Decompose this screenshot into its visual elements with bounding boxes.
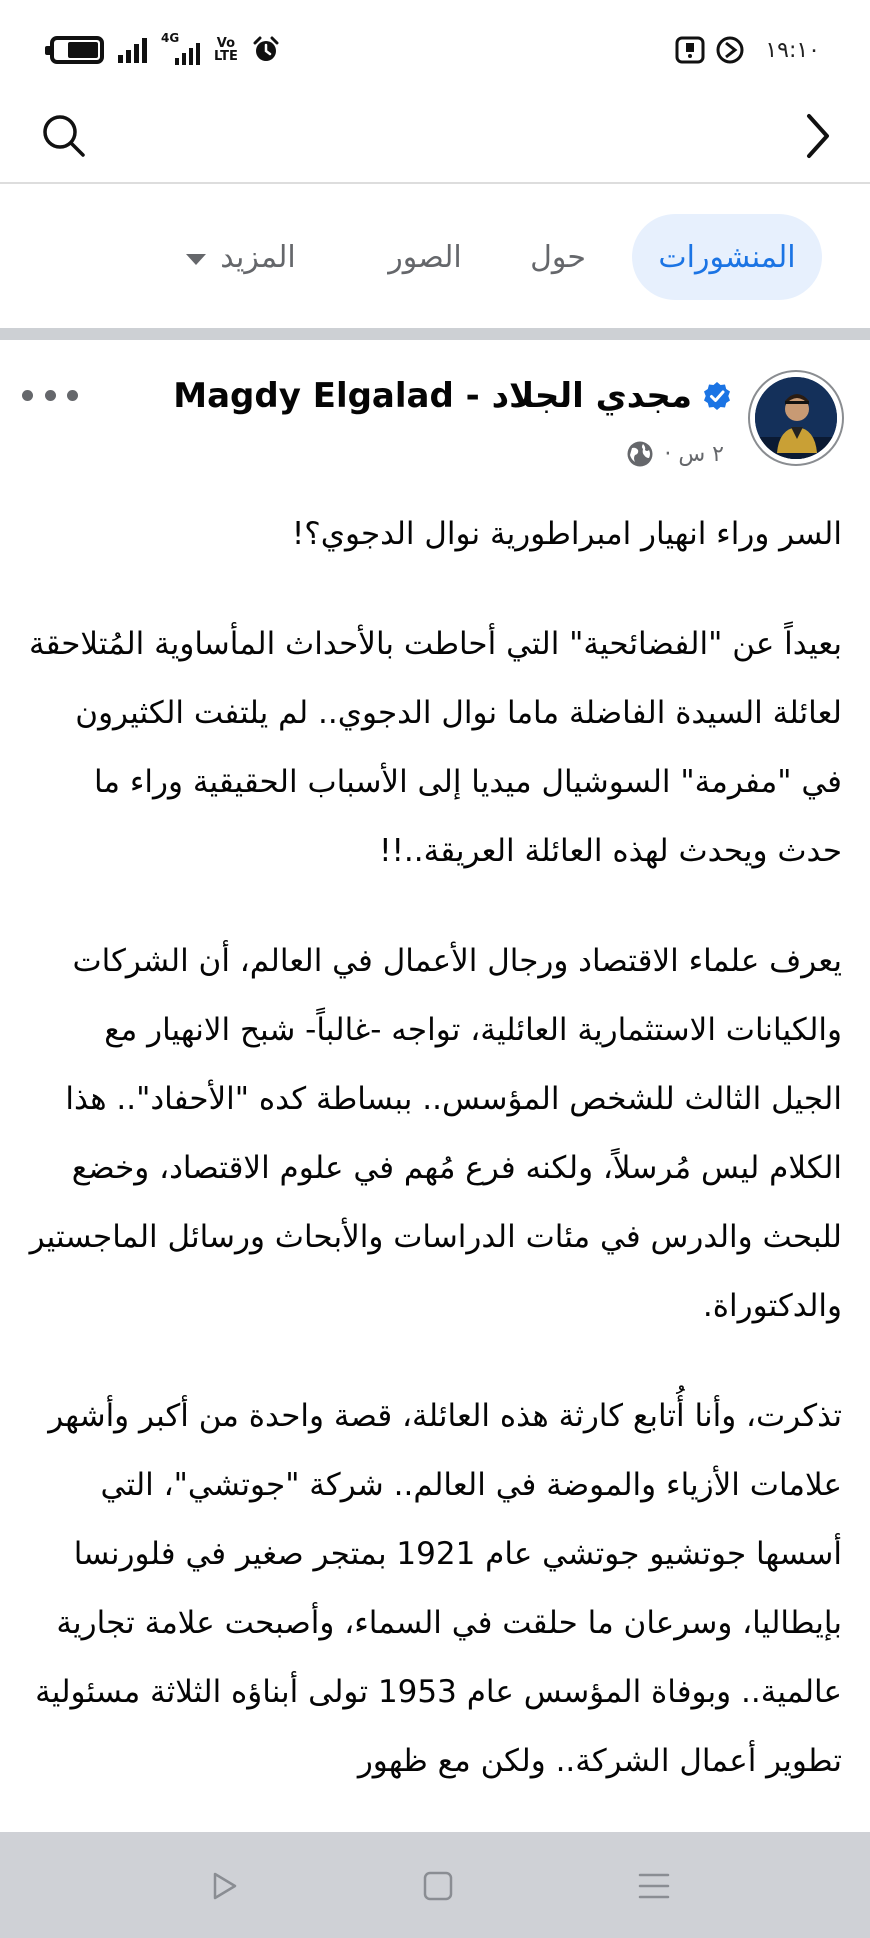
avatar[interactable] — [748, 370, 844, 466]
alarm-icon — [252, 36, 280, 64]
post-title: السر وراء انهيار امبراطورية نوال الدجوي؟! — [291, 516, 842, 552]
profile-tabs — [0, 186, 870, 328]
post-time[interactable]: ٢ س · — [664, 441, 724, 467]
system-home-button[interactable] — [414, 1862, 462, 1910]
network-signal-icon — [161, 31, 200, 65]
more-dots-icon — [22, 390, 33, 401]
verified-badge-icon — [702, 381, 732, 411]
post-body — [28, 500, 842, 1837]
screen-record-icon — [675, 35, 705, 65]
post-options-button[interactable] — [22, 380, 78, 410]
section-divider — [0, 328, 870, 340]
system-navigation-bar — [0, 1832, 870, 1938]
caret-down-icon — [186, 254, 206, 265]
tab-posts[interactable]: المنشورات — [632, 214, 822, 300]
tab-photos[interactable]: الصور — [388, 239, 462, 275]
clock: ١٩:١٠ — [765, 37, 820, 63]
search-icon — [41, 113, 87, 159]
search-button[interactable] — [36, 108, 92, 164]
square-home-icon — [421, 1869, 455, 1903]
status-bar — [0, 0, 870, 100]
post-meta — [626, 436, 724, 472]
data-saver-icon — [715, 35, 745, 65]
network-type-label: 4G — [161, 31, 180, 45]
status-icons-left — [50, 28, 280, 72]
post-paragraph: يعرف علماء الاقتصاد ورجال الأعمال في العالم، أن الشركات والكيانات الاستثمارية العائلية، تواجه -غالباً- شبح الانهيار مع الجيل الثالث للشخص المؤسس.. ببساطة كده "الأحفاد".. هذا الكلام ليس مُرسلاً، ولكنه فرع مُهم في علوم الاقتصاد، وخضع للبحث والدرس في مئات الدراسات والأبحاث ورسائل الماجستير والدكتوراة. — [29, 943, 842, 1324]
status-icons-right — [675, 32, 820, 68]
post-header — [0, 340, 870, 500]
top-navigation — [0, 100, 870, 184]
tab-more[interactable]: المزيد — [166, 214, 316, 300]
author-name[interactable]: Magdy Elgalad - مجدي الجلاد — [173, 376, 692, 416]
triangle-back-icon — [207, 1869, 241, 1903]
tab-about[interactable]: حول — [530, 239, 586, 275]
back-button[interactable] — [790, 108, 846, 164]
menu-lines-icon — [637, 1869, 671, 1903]
volte-label: Vo LTE — [214, 36, 238, 64]
system-recents-button[interactable] — [630, 1862, 678, 1910]
signal-icon — [118, 37, 147, 63]
post-paragraph: تذكرت، وأنا أُتابع كارثة هذه العائلة، قصة واحدة من أكبر وأشهر علامات الأزياء والموضة في العالم.. شركة "جوتشي"، التي أسسها جوتشيو جوتشي عام 1921 بمتجر صغير في فلورنسا بإيطاليا، وسرعان ما حلقت في السماء، وأصبحت علامة تجارية عالمية.. وبوفاة المؤسس عام 1953 تولى أبناؤه الثلاثة مسئولية تطوير أعمال الشركة.. ولكن مع ظهور — [35, 1398, 842, 1779]
post-paragraph: بعيداً عن "الفضائحية" التي أحاطت بالأحداث المأساوية المُتلاحقة لعائلة السيدة الفاضلة ماما نوال الدجوي.. لم يلتفت الكثيرون في "مفرمة" السوشيال ميديا إلى الأسباب الحقيقية وراء ما حدث ويحدث لهذه العائلة العريقة..!! — [28, 626, 842, 869]
battery-icon — [50, 36, 104, 64]
chevron-right-icon — [803, 112, 833, 160]
system-back-button[interactable] — [200, 1862, 248, 1910]
globe-icon — [626, 440, 654, 468]
post-author[interactable] — [173, 368, 732, 424]
